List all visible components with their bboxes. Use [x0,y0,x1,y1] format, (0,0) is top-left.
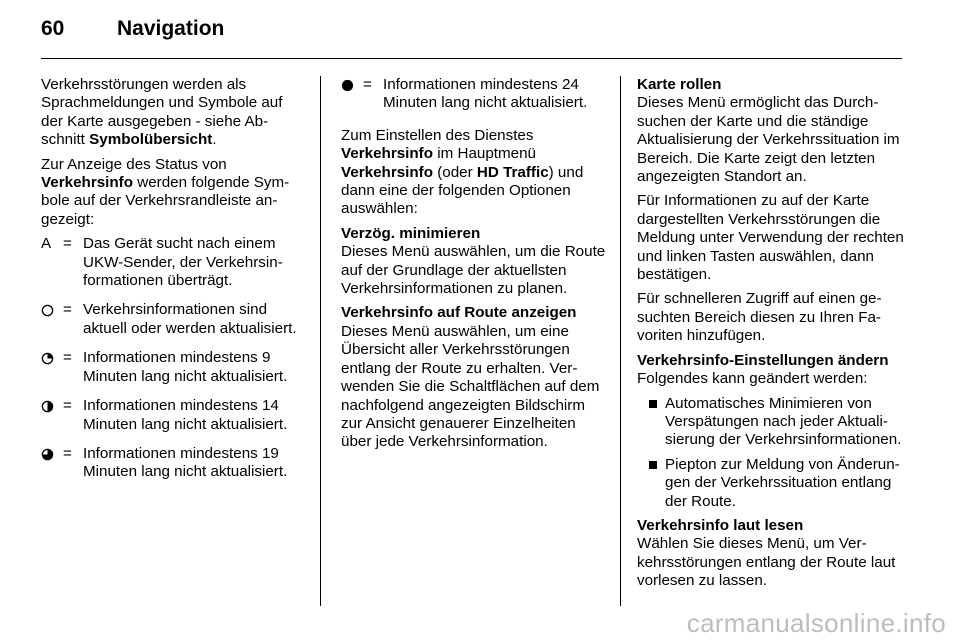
setup-paragraph: Zum Einstellen des Dienstes Verkehrsinfo im Hauptmenü Verkehrsinfo (oder HD Traffic) und dann eine der folgenden Optionen auswählen: [341,126,584,218]
status-item-14min: = Informationen mindestens 14 Minuten lang nicht aktualisiert. [41,397,303,434]
status-item-text: Informationen mindestens 24 Minuten lang nicht aktualisiert. [383,76,588,112]
three-quarter-circle-icon [41,445,63,482]
status-item-text: Informationen mindestens 19 Minuten lang nicht aktualisiert. [83,444,288,481]
map-info-paragraph: Für Informationen zu auf der Karte dargestellten Verkehrsstörungen die Meldung unter Verwendung der rechten und linken Tasten auswählen, dann bestätigen. [637,192,904,284]
empty-circle-icon [41,301,63,338]
option-scroll-map [637,76,907,186]
status-item-24min: = Informationen mindestens 24 Minuten lang nicht aktualisiert. [341,76,607,113]
option-heading: Verzög. minimieren [341,224,481,242]
option-description: Wählen Sie dieses Menü, um Verkehrsstörungen entlang der Route laut vorlesen zu lassen. [637,535,896,590]
option-heading: Karte rollen [637,76,722,93]
full-circle-icon [341,76,363,113]
status-item-9min: = Informationen mindestens 9 Minuten lang nicht aktualisiert. [41,349,303,386]
watermark: carmanualsonline.info [686,608,946,638]
option-read-aloud [637,517,907,591]
favorites-paragraph: Für schnelleren Zugriff auf einen gesuchten Bereich diesen zu Ihren Favoriten hinzufügen. [637,290,882,345]
column-divider-2 [620,76,621,606]
option-heading: Verkehrsinfo laut lesen [637,516,804,534]
option-minimize-delay [341,225,607,299]
option-heading: Verkehrsinfo auf Route anzeigen [341,304,577,322]
page-number: 60 [41,17,65,40]
column-1 [41,76,303,493]
list-item: Automatisches Minimieren von Verspätungen nach jeder Aktualisierung der Verkehrsinformationen. [637,395,907,450]
list-item: Piepton zur Meldung von Änderungen der Verkehrssituation entlang der Route. [637,456,907,511]
letter-a-symbol: A [41,235,52,253]
status-item-searching: A = Das Gerät sucht nach einem UKW-Sender, der Verkehrsinformationen überträgt. [41,235,303,290]
column-divider-1 [320,76,321,606]
option-show-route-traffic [341,304,607,451]
option-description: Dieses Menü ermöglicht das Durchsuchen der Karte und die ständige Aktualisierung der Verkehrssituation im Bereich. Die Karte zeigt den letzten angezeigten Standort an. [637,94,900,186]
status-item-text: Das Gerät sucht nach einem UKW-Sender, der Verkehrsinformationen überträgt. [83,235,283,290]
section-title: Navigation [117,17,225,40]
intro-paragraph: Verkehrsstörungen werden als Sprachmeldungen und Symbole auf der Karte ausgegeben - siehe Abschnitt Symbolübersicht. [41,76,283,149]
column-3 [637,76,907,597]
option-description: Dieses Menü auswählen, um eine Übersicht aller Verkehrsstörungen entlang der Route zu erhalten. Verwenden Sie die Schaltflächen auf dem nachfolgend angezeigten Bildschirm zur Ansicht genauerer Einzelheiten über jede Verkehrsinformation. [341,322,600,451]
status-item-text: Verkehrsinformationen sind aktuell oder werden aktualisiert. [83,301,297,337]
quarter-circle-icon [41,349,63,386]
bullet-square-icon [649,395,665,450]
bullet-square-icon [649,456,665,511]
status-paragraph: Zur Anzeige des Status von Verkehrsinfo werden folgende Symbole auf der Verkehrsrandleiste angezeigt: [41,155,290,228]
symbol-overview-ref: Symbolübersicht [89,131,213,149]
option-description: Folgendes kann geändert werden: [637,370,868,388]
option-heading: Verkehrsinfo-Einstellungen ändern [637,351,889,369]
option-description: Dieses Menü auswählen, um die Route auf der Grundlage der aktuellsten Verkehrsinformationen zu planen. [341,243,606,298]
page-header [41,17,224,49]
half-circle-icon [41,397,63,434]
column-2 [341,76,607,458]
option-change-settings [637,352,907,389]
status-item-text: Informationen mindestens 9 Minuten lang nicht aktualisiert. [83,349,288,385]
status-item-text: Informationen mindestens 14 Minuten lang nicht aktualisiert. [83,397,288,433]
header-divider [41,58,902,59]
status-item-current: = Verkehrsinformationen sind aktuell oder werden aktualisiert. [41,301,303,338]
status-item-19min: = Informationen mindestens 19 Minuten lang nicht aktualisiert. [41,445,303,482]
